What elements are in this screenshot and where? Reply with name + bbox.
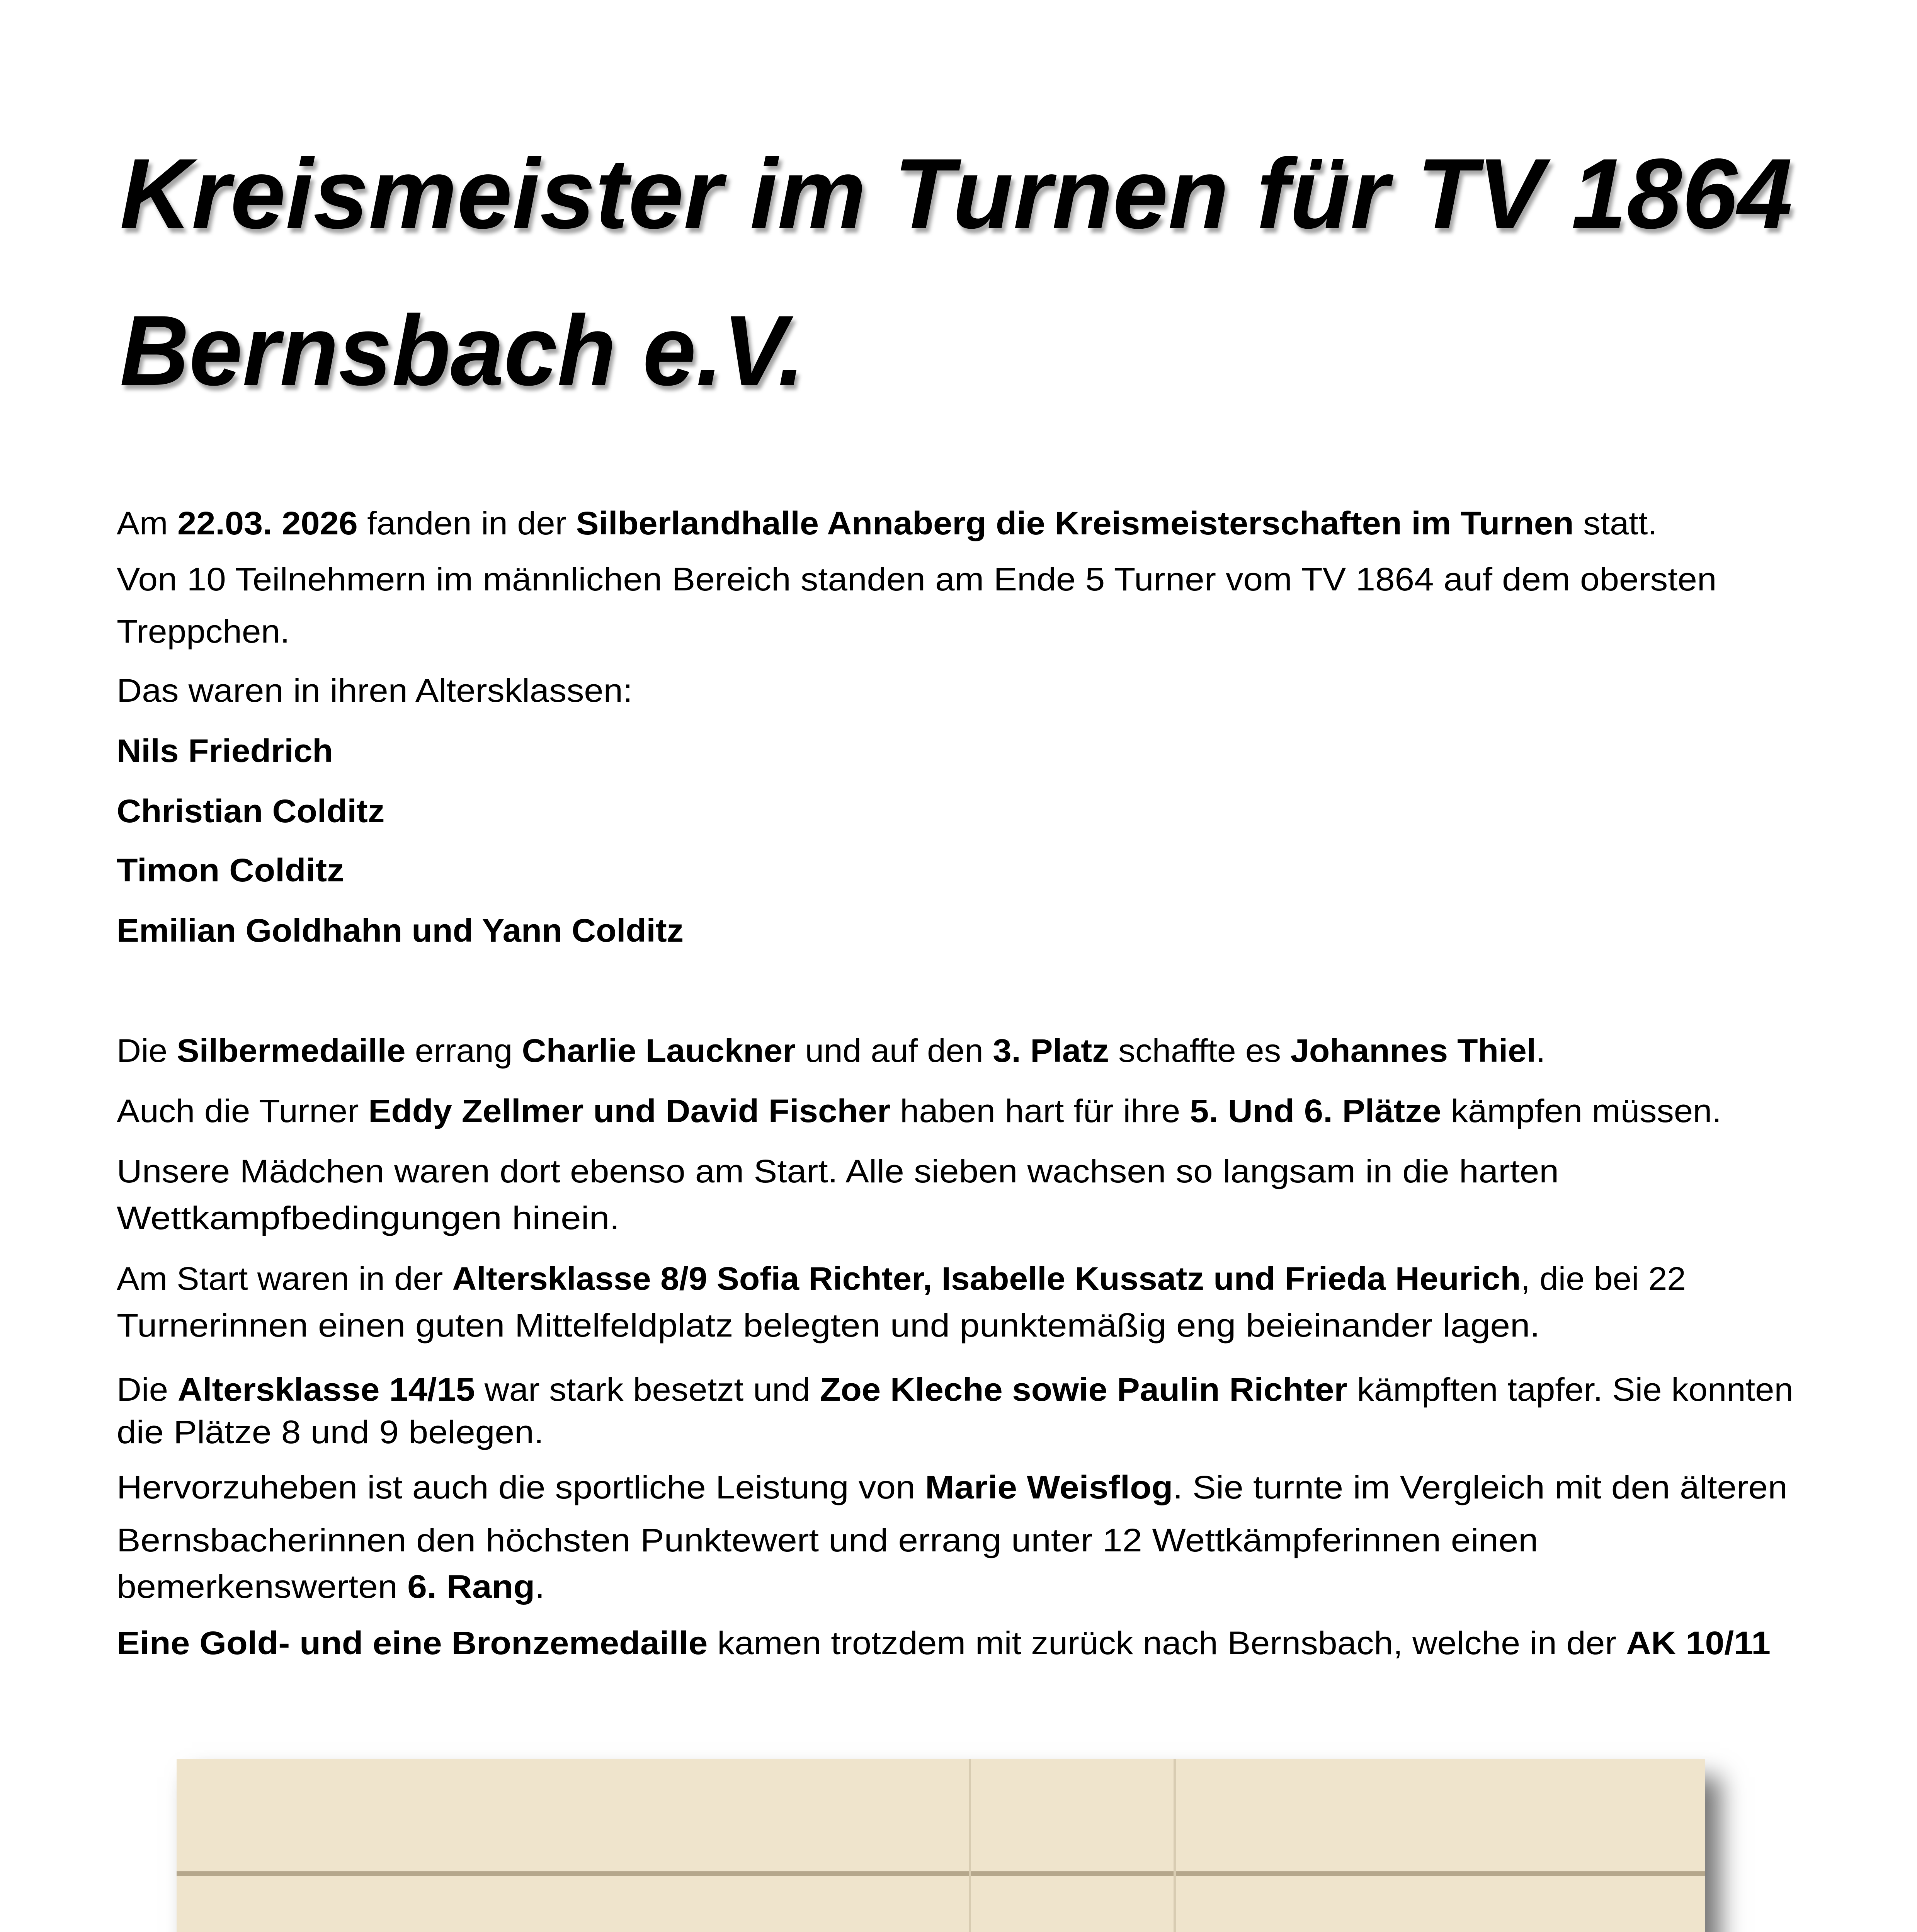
- bold-text: Eddy Zellmer und David Fischer: [368, 1093, 891, 1129]
- winner-name: [117, 914, 684, 947]
- bold-text: 22.03. 2026: [177, 505, 358, 541]
- text-run: Unsere Mädchen waren dort ebenso am Start. Alle sieben wachsen so langsam in die harten: [117, 1153, 1559, 1189]
- text-run: war stark besetzt und: [475, 1371, 820, 1408]
- text-run: Am Start waren in der: [117, 1260, 452, 1297]
- paragraph-silver-bronze: [117, 1034, 1545, 1067]
- paragraph-event-intro: [117, 507, 1657, 539]
- text-run: die Plätze 8 und 9 belegen.: [117, 1414, 544, 1450]
- bold-text: Nils Friedrich: [117, 733, 333, 769]
- bold-text: Silbermedaille: [177, 1032, 406, 1069]
- text-run: kämpften tapfer. Sie konnten: [1347, 1371, 1793, 1408]
- bold-text: Silberlandhalle Annaberg die Kreismeisterschaften im Turnen: [576, 505, 1574, 541]
- bold-text: Johannes Thiel: [1290, 1032, 1536, 1069]
- text-run: Von 10 Teilnehmern im männlichen Bereich standen am Ende 5 Turner vom TV 1864 auf dem obersten: [117, 561, 1717, 597]
- paragraph-ak-8-9-cont: [117, 1309, 1540, 1342]
- headline-line-1: Kreismeister im Turnen für TV 1864: [120, 138, 1793, 249]
- bold-text: 3. Platz: [993, 1032, 1109, 1069]
- paragraph-ak-14-15-cont: [117, 1416, 544, 1448]
- paragraph-ak-8-9: [117, 1262, 1686, 1295]
- winner-name: [117, 854, 344, 886]
- text-run: Die: [117, 1032, 177, 1069]
- text-run: . Sie turnte im Vergleich mit den älteren: [1173, 1469, 1788, 1505]
- wall-panel-seam: [177, 1871, 1705, 1876]
- text-run: Auch die Turner: [117, 1093, 369, 1129]
- bold-text: Altersklasse 14/15: [177, 1371, 475, 1408]
- text-run: bemerkenswerten: [117, 1568, 408, 1605]
- winner-name: [117, 795, 384, 827]
- bold-text: Emilian Goldhahn und Yann Colditz: [117, 912, 684, 949]
- wall-panel-joint: [1174, 1759, 1176, 1932]
- paragraph-places-5-6: [117, 1095, 1721, 1127]
- text-run: Wettkampfbedingungen hinein.: [117, 1200, 620, 1236]
- bold-text: AK 10/11: [1626, 1625, 1771, 1661]
- text-run: schaffte es: [1109, 1032, 1291, 1069]
- bold-text: Charlie Lauckner: [522, 1032, 796, 1069]
- text-run: , die bei 22: [1521, 1260, 1686, 1297]
- paragraph-medals: [117, 1627, 1771, 1659]
- paragraph-male-results: [117, 563, 1716, 595]
- text-run: Am: [117, 505, 178, 541]
- paragraph-girls-cont: [117, 1202, 620, 1234]
- winner-name: [117, 735, 333, 767]
- paragraph-highlight-cont: [117, 1570, 545, 1603]
- wall-panel-joint: [969, 1759, 971, 1932]
- bold-text: Christian Colditz: [117, 793, 385, 829]
- bold-text: Altersklasse 8/9 Sofia Richter, Isabelle Kussatz und Frieda Heurich: [452, 1260, 1521, 1297]
- hall-wall: [177, 1759, 1705, 1932]
- text-run: Die: [117, 1371, 178, 1408]
- text-run: errang: [405, 1032, 522, 1069]
- text-run: kämpfen müssen.: [1441, 1093, 1722, 1129]
- team-photo: [177, 1759, 1705, 1932]
- bold-text: Zoe Kleche sowie Paulin Richter: [820, 1371, 1347, 1408]
- paragraph-girls: [117, 1155, 1559, 1187]
- text-run: Treppchen.: [117, 613, 290, 650]
- text-run: und auf den: [796, 1032, 993, 1069]
- paragraph-age-classes: [117, 674, 633, 707]
- text-run: haben hart für ihre: [890, 1093, 1190, 1129]
- paragraph-highlight-cont: [117, 1524, 1538, 1556]
- paragraph-highlight: [117, 1471, 1788, 1503]
- paragraph-ak-14-15: [117, 1373, 1793, 1406]
- text-run: .: [1536, 1032, 1546, 1069]
- text-run: .: [535, 1568, 545, 1605]
- bold-text: Marie Weisflog: [925, 1469, 1173, 1505]
- text-run: Bernsbacherinnen den höchsten Punktewert und errang unter 12 Wettkämpferinnen einen: [117, 1522, 1538, 1558]
- text-run: statt.: [1573, 505, 1657, 541]
- bold-text: 6. Rang: [407, 1568, 535, 1605]
- bold-text: Timon Colditz: [117, 852, 344, 888]
- text-run: Hervorzuheben ist auch die sportliche Leistung von: [117, 1469, 925, 1505]
- paragraph-male-results-cont: [117, 615, 290, 648]
- bold-text: 5. Und 6. Plätze: [1189, 1093, 1441, 1129]
- text-run: Turnerinnen einen guten Mittelfeldplatz belegten und punktemäßig eng beieinander lagen.: [117, 1307, 1540, 1344]
- headline-line-2: Bernsbach e.V.: [120, 294, 805, 406]
- group-photo-icon: [177, 1759, 1705, 1932]
- text-run: kamen trotzdem mit zurück nach Bernsbach, welche in der: [708, 1625, 1626, 1661]
- text-run: Das waren in ihren Altersklassen:: [117, 672, 633, 709]
- text-run: fanden in der: [357, 505, 576, 541]
- bold-text: Eine Gold- und eine Bronzemedaille: [117, 1625, 708, 1661]
